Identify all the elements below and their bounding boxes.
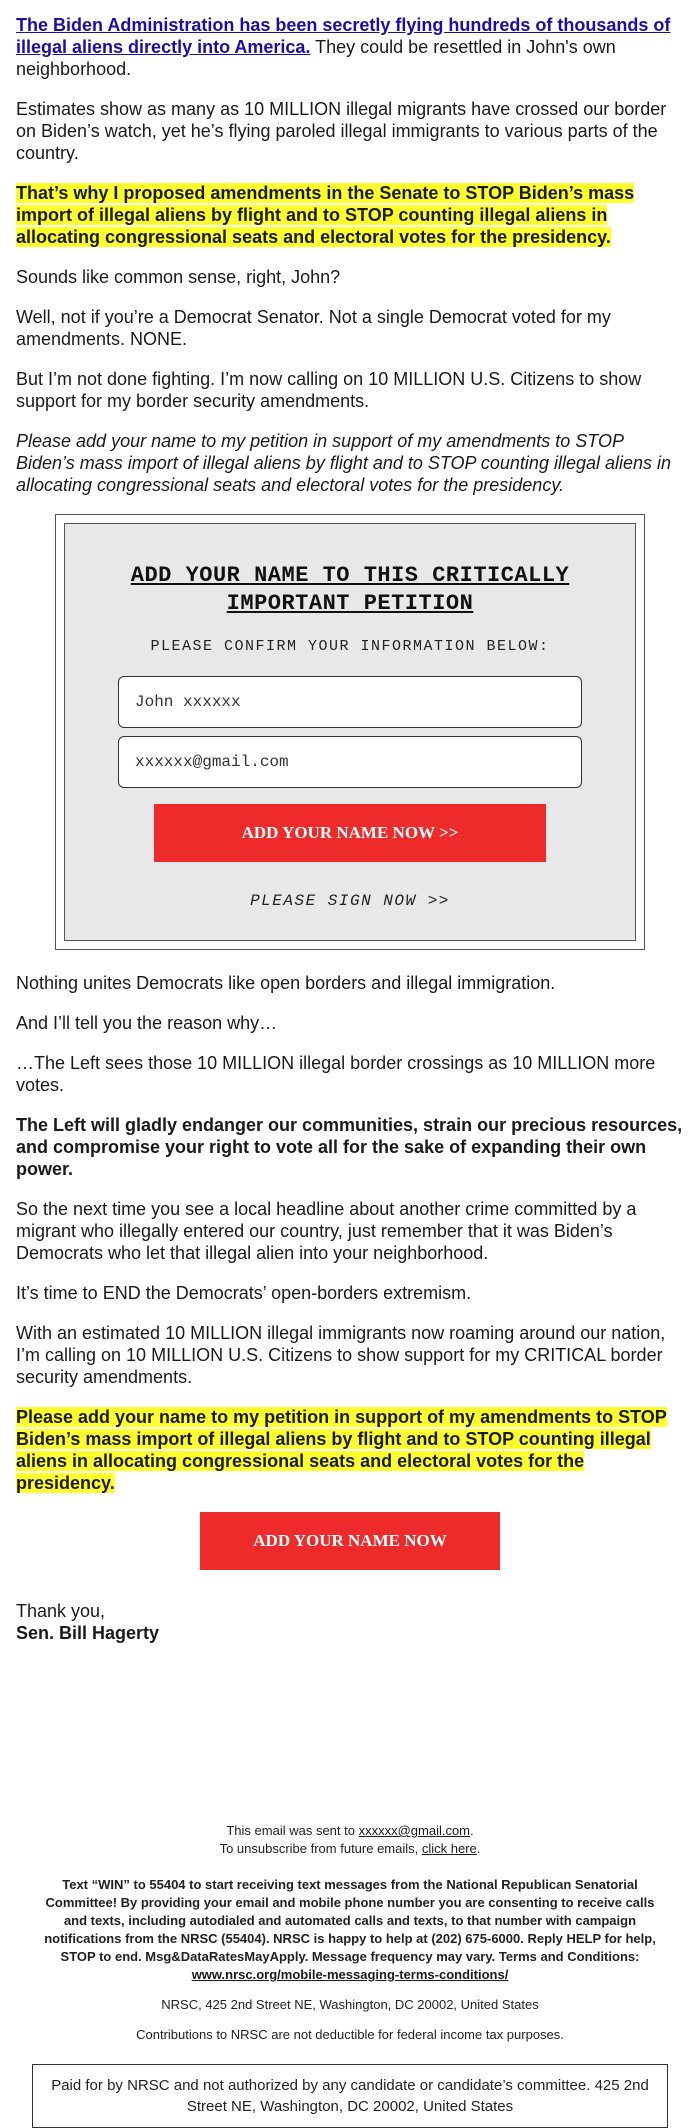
sent-suffix: . — [470, 1823, 474, 1838]
add-your-name-button[interactable]: ADD YOUR NAME NOW — [200, 1512, 500, 1570]
petition-subtitle: PLEASE CONFIRM YOUR INFORMATION BELOW: — [150, 638, 550, 655]
amendments-highlight: That’s why I proposed amendments in the Senate to STOP Biden’s mass import of illegal aliens by flight and to STOP counting illegal aliens in allocating congressional seats and electoral votes for the presidency. — [16, 183, 635, 247]
reason-paragraph: And I’ll tell you the reason why… — [16, 1013, 278, 1033]
paid-for-box: Paid for by NRSC and not authorized by any candidate or candidate’s committee. 425 2nd Street NE, Washington, DC 20002, United States — [32, 2064, 668, 2128]
signoff — [16, 1600, 684, 1644]
please-sign-link[interactable]: PLEASE SIGN NOW >> — [250, 892, 450, 910]
petition-title: ADD YOUR NAME TO THIS CRITICALLY IMPORTANT PETITION — [130, 563, 570, 616]
sent-prefix: This email was sent to — [226, 1823, 359, 1838]
headline-paragraph: So the next time you see a local headline about another crime committed by a migrant who illegally entered our country, just remember that it was Biden’s Democrats who let that illegal alien into your neighborhood. — [16, 1199, 637, 1263]
tax-disclaimer: Contributions to NRSC are not deductible for federal income tax purposes. — [136, 2027, 564, 2042]
petition-request-paragraph: Please add your name to my petition in support of my amendments to STOP Biden’s mass import of illegal aliens by flight and to STOP counting illegal aliens in allocating congressional seats and electoral votes for the presidency. — [16, 431, 672, 495]
estimates-paragraph: Estimates show as many as 10 MILLION illegal migrants have crossed our border on Biden’s watch, yet he’s flying paroled illegal immigrants to various parts of the country. — [16, 99, 667, 163]
democrat-vote-paragraph: Well, not if you’re a Democrat Senator. Not a single Democrat voted for my amendments. NONE. — [16, 307, 611, 349]
end-extremism-paragraph: It’s time to END the Democrats’ open-borders extremism. — [16, 1283, 472, 1303]
petition-add-name-button[interactable]: ADD YOUR NAME NOW >> — [154, 804, 546, 862]
votes-paragraph: …The Left sees those 10 MILLION illegal border crossings as 10 MILLION more votes. — [16, 1053, 656, 1095]
thanks-text: Thank you, — [16, 1601, 106, 1621]
footer — [16, 1822, 684, 2128]
unsub-suffix: . — [476, 1841, 481, 1856]
estimate-paragraph: With an estimated 10 MILLION illegal immigrants now roaming around our nation, I’m calling on 10 MILLION U.S. Citizens to show support for my CRITICAL border security amendments. — [16, 1323, 666, 1387]
email-input[interactable] — [118, 736, 582, 788]
intro-paragraph — [16, 14, 684, 80]
unites-paragraph: Nothing unites Democrats like open borders and illegal immigration. — [16, 973, 556, 993]
headline-link[interactable]: The Biden Administration has been secretly flying hundreds of thousands of illegal aliens directly into America. — [16, 15, 671, 57]
unsubscribe-line — [32, 1840, 668, 1858]
intro-rest: They could be resettled in John's own neighborhood. — [16, 37, 616, 79]
common-sense-paragraph: Sounds like common sense, right, John? — [16, 267, 341, 287]
final-ask-highlight: Please add your name to my petition in support of my amendments to STOP Biden’s mass import of illegal aliens by flight and to STOP counting illegal aliens in allocating congressional seats and electoral votes for the presidency. — [16, 1407, 667, 1493]
name-input[interactable] — [118, 676, 582, 728]
endanger-paragraph: The Left will gladly endanger our communities, strain our precious resources, and compromise your right to vote all for the sake of expanding their own power. — [16, 1115, 683, 1179]
amendments-paragraph — [16, 182, 684, 248]
petition-box — [55, 514, 645, 950]
address: NRSC, 425 2nd Street NE, Washington, DC 20002, United States — [161, 1997, 539, 2012]
petition-panel — [64, 523, 636, 941]
sent-email-link[interactable]: xxxxxx@gmail.com — [358, 1823, 471, 1838]
final-ask-paragraph — [16, 1406, 684, 1494]
sms-legal-text: Text “WIN” to 55404 to start receiving text messages from the National Republican Senatorial Committee! By providing your email and mobile phone number you are consenting to receive calls and texts, including autodialed and automated calls and texts, to that number with campaign notifications from the NRSC (55404). NRSC is happy to help at (202) 675-6000. Reply HELP for help, STOP to end. Msg&DataRatesMayApply. Message frequency may vary. Terms and Conditions: — [44, 1877, 656, 1964]
calling-paragraph: But I’m not done fighting. I’m now calling on 10 MILLION U.S. Citizens to show support for my border security amendments. — [16, 369, 642, 411]
signature: Sen. Bill Hagerty — [16, 1623, 160, 1643]
unsubscribe-link[interactable]: click here — [421, 1841, 477, 1856]
unsub-prefix: To unsubscribe from future emails, — [219, 1841, 422, 1856]
terms-link[interactable]: www.nrsc.org/mobile-messaging-terms-conditions/ — [191, 1967, 509, 1982]
sms-legal — [44, 1876, 656, 1984]
sent-to-line — [32, 1822, 668, 1840]
